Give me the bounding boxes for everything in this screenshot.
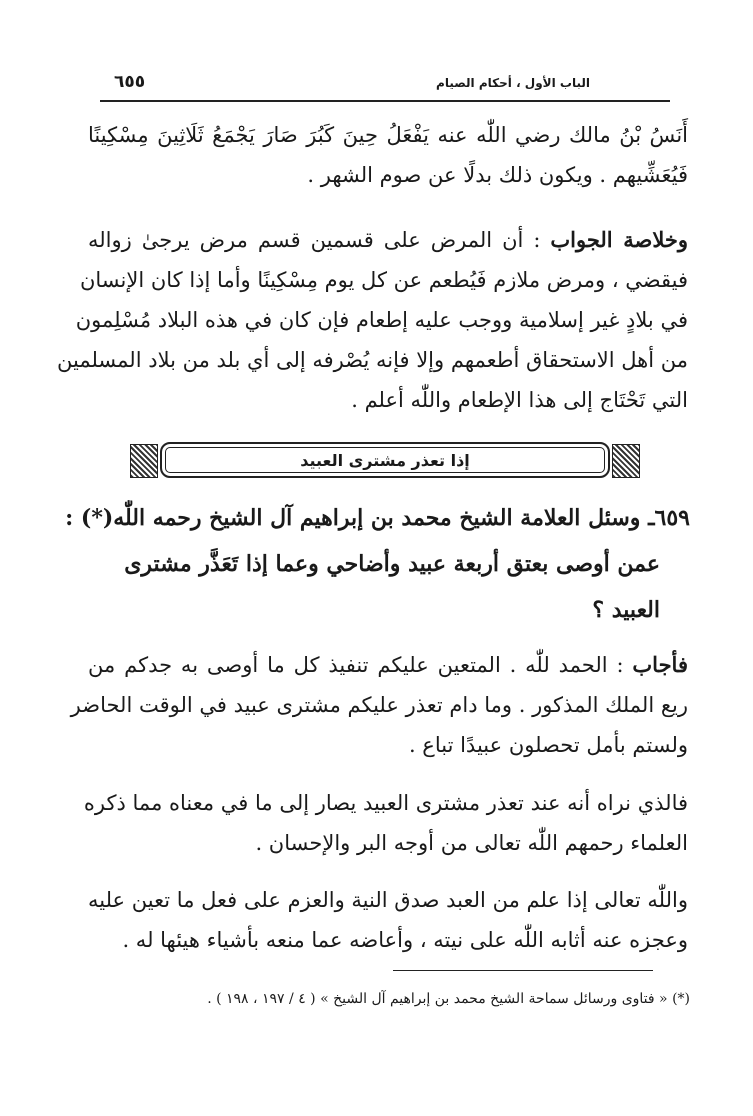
text-line: واللّٰه تعالى إذا علم من العبد صدق النية والعزم على فعل ما تعين عليه: [88, 888, 688, 912]
paragraph-continuation: [88, 115, 688, 195]
text-segment: : الحمد للّٰه . المتعين عليكم تنفيذ كل ما أوصى به جدكم من: [88, 653, 633, 677]
text-line: فَيُعَشِّيهم . ويكون ذلك بدلًا عن صوم الشهر .: [307, 163, 688, 187]
text-line: [88, 220, 688, 260]
text-line: ولستم بأمل تحصلون عبيدًا تباع .: [408, 733, 688, 757]
answer-lead: فأجاب: [632, 652, 688, 677]
text-line: أَنَسُ بْنُ مالك رضي اللّٰه عنه يَفْعَلُ حِينَ كَبُرَ صَارَ يَجْمَعُ ثَلَاثِينَ مِسْكِينًا: [88, 123, 688, 147]
running-title: الباب الأول ، أحكام الصيام: [436, 76, 590, 90]
paragraph-summary: [57, 220, 688, 420]
text-segment: : أن المرض على قسمين قسم مرض يرجىٰ زواله: [88, 228, 551, 252]
question-block: [65, 495, 690, 633]
banner-ornament-right: [612, 444, 640, 478]
paragraph-answer: [70, 645, 688, 765]
text-line: ريع الملك المذكور . وما دام تعذر عليكم مشترى عبيد في الوقت الحاضر: [70, 693, 688, 717]
footnote: (*) « فتاوى ورسائل سماحة الشيخ محمد بن إبراهيم آل الشيخ » ( ٤ / ١٩٧ ، ١٩٨ ) .: [207, 991, 690, 1007]
banner-ornament-left: [130, 444, 158, 478]
text-line: فيقضي ، ومرض ملازم فَيُطعم عن كل يوم مِسْكِينًا وأما إذا كان الإنسان: [79, 268, 688, 292]
text-line: وعجزه عنه أثابه اللّٰه على نيته ، وأعاضه عما منعه بأشياء هيئها له .: [122, 928, 688, 952]
question-line: عمن أوصى بعتق أربعة عبيد وأضاحي وعما إذا تَعَذَّر مشترى: [124, 551, 660, 577]
text-line: فالذي نراه أنه عند تعذر مشترى العبيد يصار إلى ما في معناه مما ذكره: [83, 791, 688, 815]
text-line: [88, 645, 688, 685]
page-header: [100, 70, 670, 102]
paragraph-3: [88, 880, 688, 960]
paragraph-2: [83, 783, 688, 863]
page-number: ٦٥٥: [114, 72, 146, 92]
text-line: في بلادٍ غير إسلامية ووجب عليه إطعام فإن كان في هذه البلاد مُسْلِمون: [75, 308, 688, 332]
question-line: العبيد ؟: [592, 597, 660, 623]
footnote-divider: [393, 970, 653, 971]
text-line: التي تَحْتَاج إلى هذا الإطعام واللّٰه أعلم .: [351, 388, 688, 412]
text-line: العلماء رحمهم اللّٰه تعالى من أوجه البر والإحسان .: [255, 831, 688, 855]
banner-title: إذا تعذر مشترى العبيد: [160, 442, 610, 478]
summary-lead: وخلاصة الجواب: [550, 227, 688, 252]
question-line: ٦٥٩ـ وسئل العلامة الشيخ محمد بن إبراهيم آل الشيخ رحمه اللّٰه(*) :: [65, 505, 690, 531]
section-banner: [130, 442, 640, 478]
text-line: من أهل الاستحقاق أطعمهم وإلا فإنه يُصْرفه إلى أي بلد من بلاد المسلمين: [57, 348, 688, 372]
